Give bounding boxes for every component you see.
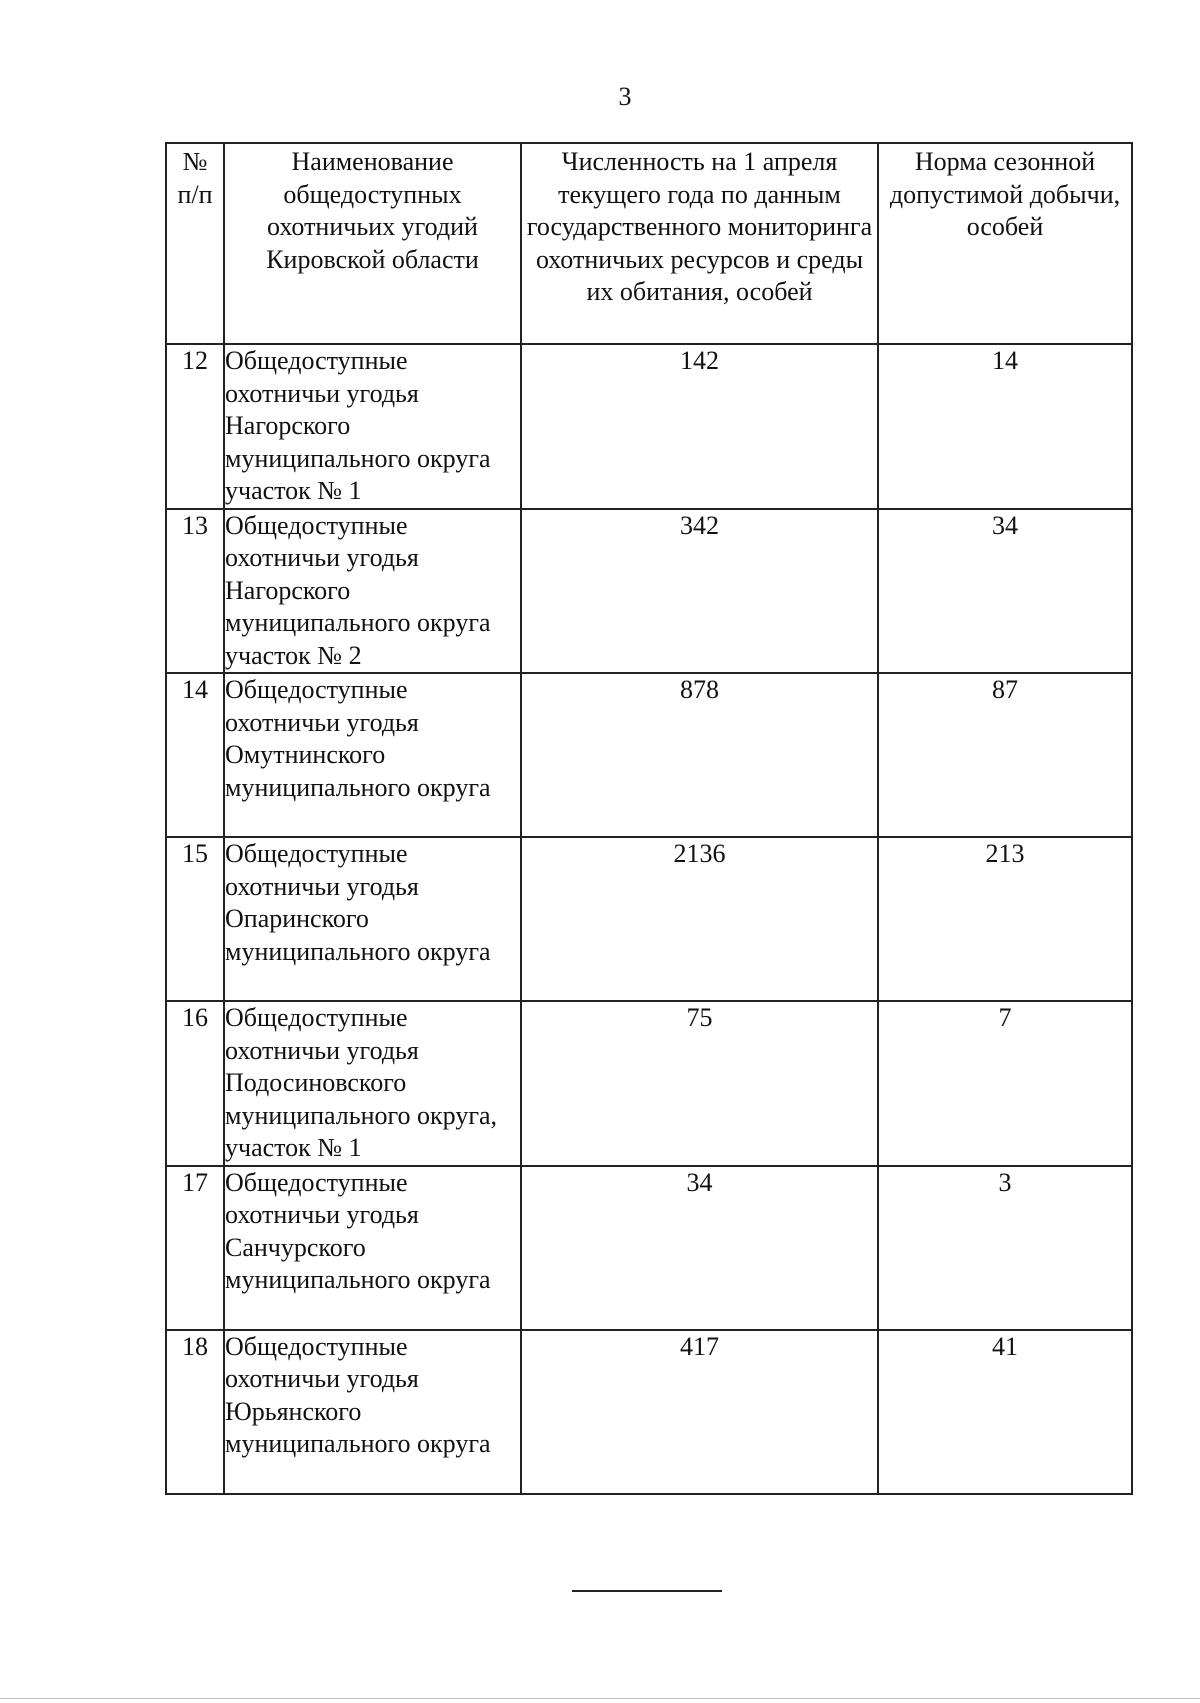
row-count: 75	[521, 1001, 878, 1166]
row-number: 12	[166, 344, 224, 509]
table-row	[166, 344, 1132, 509]
header-norm: Норма сезонной допустимой добычи, особей	[878, 143, 1132, 344]
row-number: 18	[166, 1330, 224, 1494]
row-count: 34	[521, 1166, 878, 1330]
footer-divider	[572, 1590, 722, 1592]
row-name: Общедоступные охотничьи угодья Нагорского муниципального округа участок № 2	[224, 509, 521, 674]
row-name: Общедоступные охотничьи угодья Омутнинского муниципального округа	[224, 673, 521, 837]
row-count: 342	[521, 509, 878, 674]
scan-edge-divider	[0, 1698, 1200, 1699]
row-name: Общедоступные охотничьи угодья Юрьянского муниципального округа	[224, 1330, 521, 1494]
row-count: 417	[521, 1330, 878, 1494]
header-number: № п/п	[166, 143, 224, 344]
row-number: 14	[166, 673, 224, 837]
row-norm: 14	[878, 344, 1132, 509]
page-number: 3	[618, 82, 632, 111]
table-row	[166, 509, 1132, 674]
row-count: 2136	[521, 837, 878, 1001]
table-row	[166, 1166, 1132, 1330]
row-name: Общедоступные охотничьи угодья Нагорского муниципального округа участок № 1	[224, 344, 521, 509]
row-count: 878	[521, 673, 878, 837]
table-row	[166, 837, 1132, 1001]
hunting-grounds-table	[165, 142, 1133, 1495]
row-number: 13	[166, 509, 224, 674]
row-norm: 213	[878, 837, 1132, 1001]
row-number: 17	[166, 1166, 224, 1330]
row-norm: 87	[878, 673, 1132, 837]
row-name: Общедоступные охотничьи угодья Санчурского муниципального округа	[224, 1166, 521, 1330]
row-norm: 7	[878, 1001, 1132, 1166]
row-norm: 3	[878, 1166, 1132, 1330]
row-norm: 34	[878, 509, 1132, 674]
row-number: 15	[166, 837, 224, 1001]
row-name: Общедоступные охотничьи угодья Подосиновского муниципального округа, участок № 1	[224, 1001, 521, 1166]
row-norm: 41	[878, 1330, 1132, 1494]
row-number: 16	[166, 1001, 224, 1166]
header-count: Численность на 1 апреля текущего года по данным государственного мониторинга охотничьих ресурсов и среды их обитания, особей	[521, 143, 878, 344]
table-row	[166, 1330, 1132, 1494]
row-count: 142	[521, 344, 878, 509]
row-name: Общедоступные охотничьи угодья Опаринского муниципального округа	[224, 837, 521, 1001]
table-header-row	[166, 143, 1132, 344]
table-row	[166, 673, 1132, 837]
header-name: Наименование общедоступных охотничьих угодий Кировской области	[224, 143, 521, 344]
table-row	[166, 1001, 1132, 1166]
